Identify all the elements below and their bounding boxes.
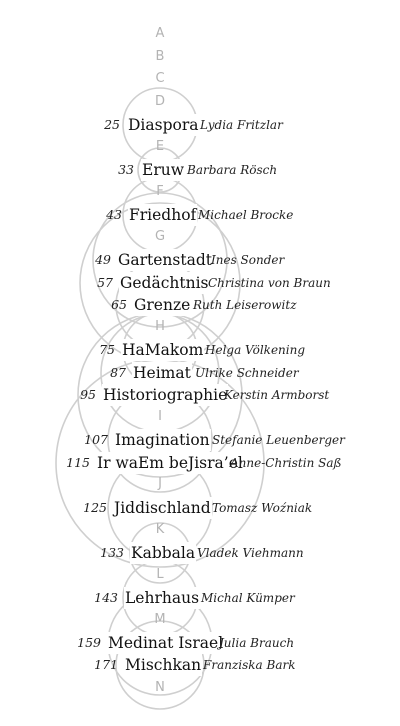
letter-j: J bbox=[158, 476, 162, 491]
entry-author: Kerstin Armborst bbox=[224, 388, 330, 402]
toc-entry[interactable] bbox=[0, 339, 400, 361]
page-number: 115 bbox=[66, 455, 90, 470]
entry-term: Grenze bbox=[134, 296, 191, 314]
toc-entry[interactable] bbox=[0, 542, 400, 564]
letter-a: A bbox=[155, 26, 165, 41]
entry-term: Lehrhaus bbox=[125, 589, 200, 607]
toc-entry[interactable] bbox=[0, 272, 400, 294]
toc-entry[interactable] bbox=[0, 384, 400, 406]
entry-term: Imagination bbox=[115, 431, 210, 449]
page-number: 75 bbox=[99, 342, 115, 357]
entry-author: Tomasz Woźniak bbox=[212, 501, 313, 515]
entry-term: Gedächtnis bbox=[120, 274, 209, 292]
letter-l: L bbox=[156, 567, 164, 582]
page-number: 57 bbox=[97, 275, 113, 290]
toc-entry[interactable] bbox=[0, 114, 400, 136]
page-number: 133 bbox=[100, 545, 124, 560]
page-number: 49 bbox=[95, 252, 111, 267]
page-number: 125 bbox=[83, 500, 107, 515]
toc-entry[interactable] bbox=[0, 294, 400, 316]
entry-term: Jiddischland bbox=[114, 499, 211, 517]
letter-e: E bbox=[155, 139, 165, 154]
letter-b: B bbox=[155, 49, 165, 64]
entry-author: Michael Brocke bbox=[198, 208, 294, 222]
toc-entry[interactable] bbox=[0, 632, 400, 654]
entry-author: Vladek Viehmann bbox=[197, 546, 304, 560]
entry-term: Eruw bbox=[142, 161, 184, 179]
entry-author: Ulrike Schneider bbox=[195, 366, 299, 380]
page-number: 159 bbox=[77, 635, 101, 650]
entry-author: Barbara Rösch bbox=[187, 163, 278, 177]
letter-h: H bbox=[155, 319, 165, 334]
page-number: 95 bbox=[80, 387, 96, 402]
toc-entry[interactable] bbox=[0, 204, 400, 226]
entry-author: Lydia Fritzlar bbox=[200, 118, 283, 132]
letter-g: G bbox=[154, 229, 166, 244]
entry-author: Christina von Braun bbox=[208, 276, 331, 290]
page-number: 43 bbox=[106, 207, 122, 222]
entry-term: Medinat Israel bbox=[108, 634, 224, 652]
entry-author: Michal Kümper bbox=[201, 591, 295, 605]
letter-d: D bbox=[154, 94, 165, 109]
toc-entry[interactable] bbox=[0, 362, 400, 384]
toc-entry[interactable] bbox=[0, 497, 400, 519]
entry-term: Historiographie bbox=[103, 386, 228, 404]
page-number: 171 bbox=[94, 657, 118, 672]
page-number: 107 bbox=[84, 432, 108, 447]
entry-author: Stefanie Leuenberger bbox=[212, 433, 345, 447]
toc-entry[interactable] bbox=[0, 429, 400, 451]
toc-entry[interactable] bbox=[0, 159, 400, 181]
page-number: 143 bbox=[94, 590, 118, 605]
letter-m: M bbox=[154, 612, 166, 627]
letter-n: N bbox=[155, 680, 165, 695]
page-number: 25 bbox=[104, 117, 120, 132]
entry-term: HaMakom bbox=[122, 341, 204, 359]
entry-term: Ir waEm beJisra’el bbox=[97, 454, 243, 472]
entry-author: Ines Sonder bbox=[211, 253, 285, 267]
entry-author: Julia Brauch bbox=[219, 636, 295, 650]
entry-author: Helga Völkening bbox=[205, 343, 306, 357]
toc-entry[interactable] bbox=[0, 452, 400, 474]
entry-term: Friedhof bbox=[129, 206, 197, 224]
page-number: 87 bbox=[110, 365, 126, 380]
letter-c: C bbox=[155, 71, 165, 86]
entry-term: Heimat bbox=[133, 364, 191, 382]
letter-k: K bbox=[155, 522, 165, 537]
letter-f: F bbox=[156, 184, 164, 199]
toc-entry[interactable] bbox=[0, 587, 400, 609]
letter-i: I bbox=[158, 409, 162, 424]
entry-term: Mischkan bbox=[125, 656, 202, 674]
entry-term: Kabbala bbox=[131, 544, 196, 562]
entry-author: Franziska Bark bbox=[203, 658, 296, 672]
page-number: 65 bbox=[111, 297, 127, 312]
entry-author: Ruth Leiserowitz bbox=[193, 298, 297, 312]
entry-term: Diaspora bbox=[128, 116, 199, 134]
toc-entry[interactable] bbox=[0, 654, 400, 676]
page-number: 33 bbox=[118, 162, 134, 177]
toc-entry[interactable] bbox=[0, 249, 400, 271]
entry-term: Gartenstadt bbox=[118, 251, 212, 269]
entry-author: Anne-Christin Saß bbox=[230, 456, 342, 470]
